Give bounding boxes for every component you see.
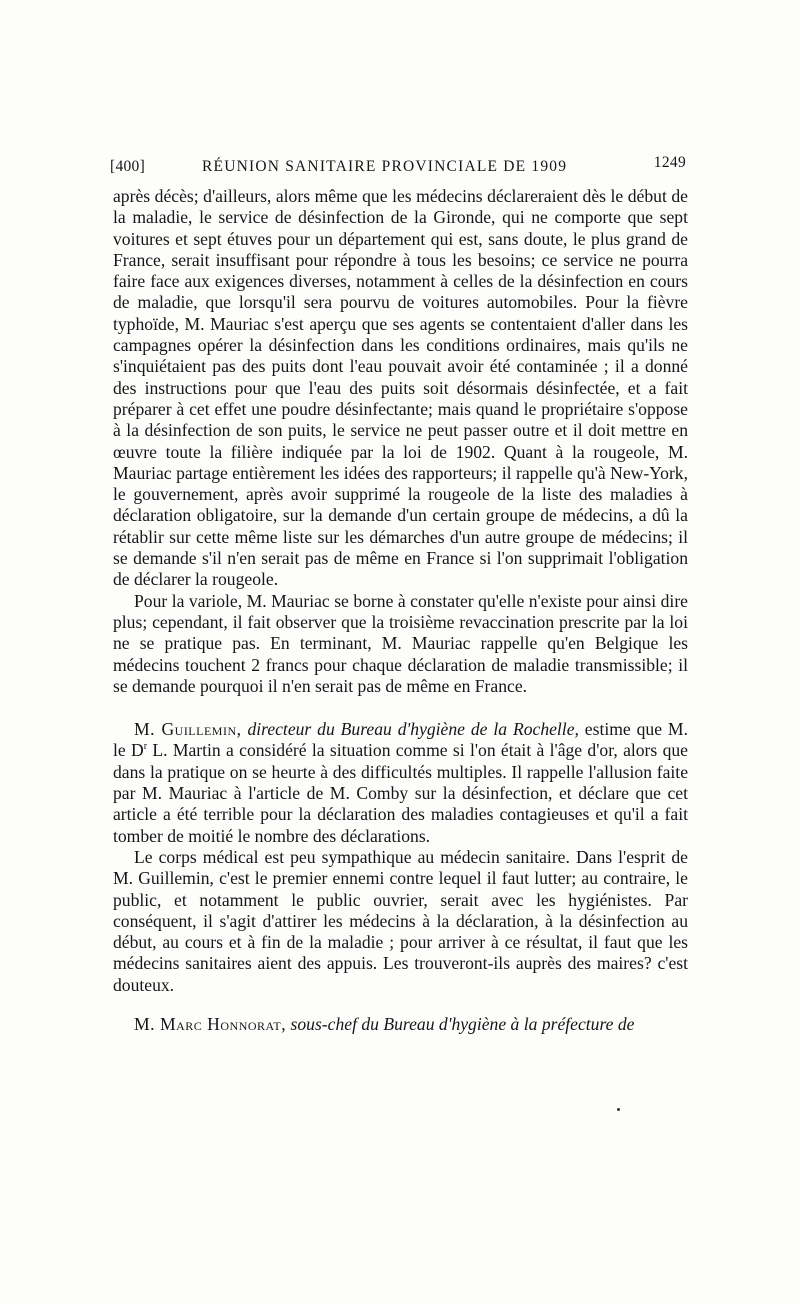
- speaker-name: M. Marc Honnorat,: [134, 1013, 287, 1034]
- paragraph-spacer: [113, 996, 688, 1014]
- paragraph-text: L. Martin a considéré la situation comme si l'on était à l'âge d'or, alors que dans la pratique on se heurte à des difficultés multiples. Il rappelle l'allusion faite par M. Mauriac à l'article de M. Comby sur la désinfection, et déclare que cet article a été terrible pour la déclaration des maladies contagieuses et qu'il a fait tomber de moitié le nombre des déclarations.: [113, 740, 688, 846]
- paragraph-spacer: [113, 697, 688, 719]
- paragraph-corps-medical: Le corps médical est peu sympathique au médecin sanitaire. Dans l'esprit de M. Guillemin, c'est le premier ennemi contre lequel il faut lutter; au contraire, le public, et notamment le public ouvrier, serait avec les hygiénistes. Par conséquent, il s'agit d'attirer les médecins à la déclaration, à la désinfection au début, au cours et à fin de la maladie ; pour arriver à ce résultat, il faut que les médecins sanitaires aient des appuis. Les trouveront-ils auprès des maires? c'est douteux.: [113, 846, 688, 995]
- page-number: 1249: [653, 154, 686, 171]
- speaker-role: sous-chef du Bureau d'hygiène à la préfecture de: [290, 1013, 635, 1034]
- superscript: r: [143, 741, 148, 753]
- paragraph-text: estime que M. le D: [113, 719, 688, 761]
- paragraph-variole: Pour la variole, M. Mauriac se borne à constater qu'elle n'existe pour ainsi dire plus; cependant, il fait observer que la troisième revaccination prescrite par la loi ne se pratique pas. En terminant, M. Mauriac rappelle qu'en Belgique les médecins touchent 2 francs pour chaque déclaration de maladie transmissible; il se demande pourquoi il n'en serait pas de même en France.: [113, 590, 688, 696]
- running-title: RÉUNION SANITAIRE PROVINCIALE DE 1909: [202, 158, 568, 175]
- paragraph-mauriac-continued: après décès; d'ailleurs, alors même que les médecins déclareraient dès le début de la maladie, le service de désinfection de la Gironde, qui ne comporte que sept voitures et sept étuves pour un département qui est, sans doute, le plus grand de France, serait insuffisant pour répondre à tous les besoins; ce service ne pourra faire face aux exigences diverses, notamment à celles de la désinfection en cours de maladie, que lorsqu'il sera pourvu de voitures automobiles. Pour la fièvre typhoïde, M. Mauriac s'est aperçu que ses agents se contentaient d'aller dans les campagnes opérer la désinfection dans les conditions ordinaires, mais qu'ils ne s'inquiétaient pas des puits dont l'eau pouvait avoir été contaminée ; il a donné des instructions pour que l'eau des puits soit désormais désinfectée, et a fait préparer à cet effet une poudre désinfectante; mais quand le propriétaire s'oppose à la désinfection de son puits, le service ne peut passer outre et il doit mettre en œuvre toute la filière indiquée par la loi de 1902. Quant à la rougeole, M. Mauriac partage entièrement les idées des rapporteurs; il rappelle qu'à New-York, le gouvernement, après avoir supprimé la rougeole de la liste des maladies à déclaration obligatoire, sur la demande d'un certain groupe de médecins, a dû la rétablir sur cette même liste sur les démarches d'un autre groupe de médecins; il se demande s'il n'en serait pas de même en France si l'on supprimait l'obligation de déclarer la rougeole.: [113, 186, 688, 590]
- section-marker: [400]: [110, 158, 146, 175]
- paragraph-guillemin: [113, 719, 688, 847]
- paragraph-honnorat: [113, 1014, 688, 1035]
- running-header: [110, 152, 686, 178]
- print-speck: [617, 1108, 620, 1111]
- speaker-role: directeur du Bureau d'hygiène de la Rochelle,: [247, 719, 579, 740]
- body-text: [113, 186, 688, 1035]
- speaker-name: M. Guillemin,: [134, 719, 242, 740]
